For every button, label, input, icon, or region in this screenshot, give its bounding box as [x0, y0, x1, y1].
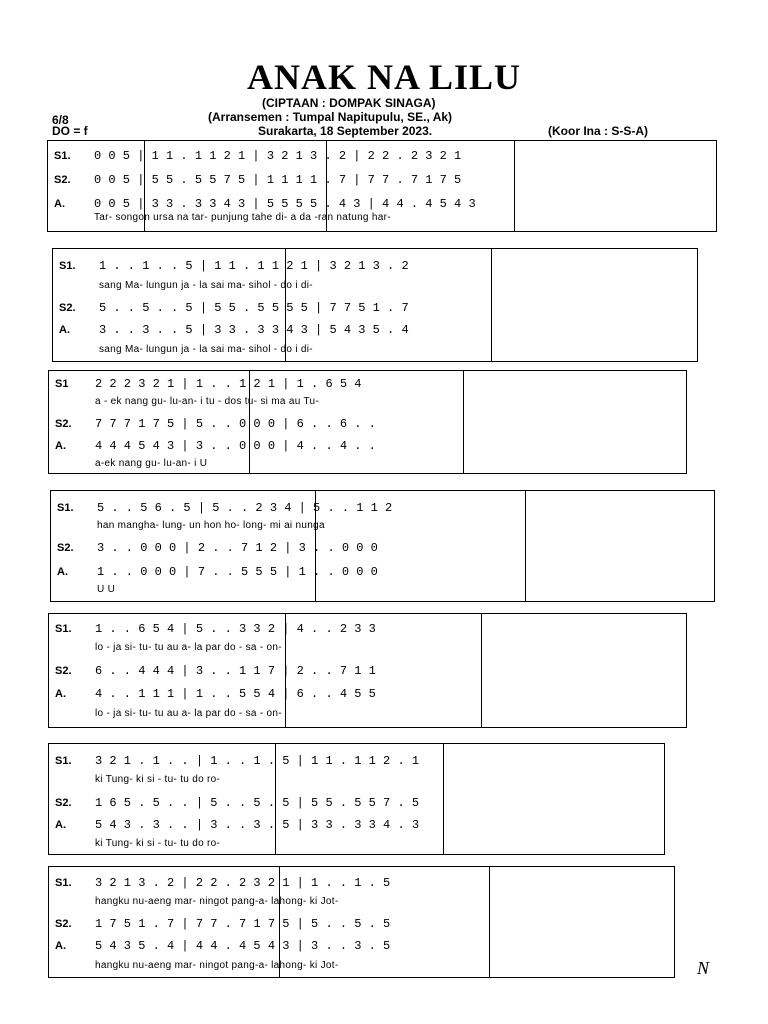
voice-row-alto: A. 3 . . 3 . . 5 | 3 3 . 3 3 4 3 | 5 4 3 5 . 4	[59, 323, 409, 337]
place-date: Surakarta, 18 September 2023.	[258, 124, 433, 138]
lyrics-line: Tar- songon ursa na tar- punjung tahe di- a da -ran natung har-	[94, 212, 391, 223]
voice-row-alto: A. 1 . . 0 0 0 | 7 . . 5 5 5 | 1 . . 0 0 0	[57, 565, 378, 579]
voice-row-s1: S1. 1 . . 6 5 4 | 5 . . 3 3 2 | 4 . . 2 3 3	[55, 622, 376, 636]
voice-row-alto: A. 4 . . 1 1 1 | 1 . . 5 5 4 | 6 . . 4 5 5	[55, 687, 376, 701]
voice-row-s1: S1. 3 2 1 . 1 . . | 1 . . 1 . 5 | 1 1 . 1 1 2 . 1	[55, 754, 420, 768]
voice-row-alto: A. 5 4 3 . 3 . . | 3 . . 3 . 5 | 3 3 . 3 3 4 . 3	[55, 818, 420, 832]
lyrics-line: ki Tung- ki si - tu- tu do ro-	[95, 838, 221, 849]
score-system-1	[47, 140, 717, 232]
voice-row-alto: A. 4 4 4 5 4 3 | 3 . . 0 0 0 | 4 . . 4 . .	[55, 439, 376, 453]
arranger-credit: (Arransemen : Tumpal Napitupulu, SE., Ak)	[208, 110, 453, 124]
lyrics-line: U U	[97, 584, 116, 595]
score-system-5	[48, 613, 687, 728]
voice-row-s2: S2. 6 . . 4 4 4 | 3 . . 1 1 7 | 2 . . 7 1 1	[55, 664, 376, 678]
composer-credit: (CIPTAAN : DOMPAK SINAGA)	[262, 96, 436, 110]
lyrics-line: han mangha- lung- un hon ho- long- mi ai nunga	[97, 520, 325, 531]
time-signature: 6/8	[52, 113, 69, 127]
key-signature: DO = f	[52, 124, 88, 138]
lyrics-line: ki Tung- ki si - tu- tu do ro-	[95, 774, 221, 785]
lyrics-line: sang Ma- lungun ja - la sai ma- sihol - do i di-	[99, 344, 313, 355]
score-system-7	[48, 866, 675, 978]
voice-row-s1: S1 2 2 2 3 2 1 | 1 . . 1 2 1 | 1 . 6 5 4	[55, 377, 362, 391]
voice-row-s2: S2. 5 . . 5 . . 5 | 5 5 . 5 5 5 5 | 7 7 5 1 . 7	[59, 301, 409, 315]
voice-row-alto: A. 0 0 5 | 3 3 . 3 3 4 3 | 5 5 5 5 . 4 3 | 4 4 . 4 5 4 3	[54, 197, 476, 211]
score-system-4	[50, 490, 715, 602]
voice-row-s2: S2. 1 6 5 . 5 . . | 5 . . 5 . 5 | 5 5 . 5 5 7 . 5	[55, 796, 420, 810]
score-system-6	[48, 743, 665, 855]
score-system-3	[48, 370, 687, 474]
lyrics-line: lo - ja si- tu- tu au a- la par do - sa - on-	[95, 642, 282, 653]
lyrics-line: a - ek nang gu- lu-an- i tu - dos tu- si ma au Tu-	[95, 396, 319, 407]
voice-row-s1: S1. 3 2 1 3 . 2 | 2 2 . 2 3 2 1 | 1 . . 1 . 5	[55, 876, 391, 890]
lyrics-line: a-ek nang gu- lu-an- i U	[95, 458, 208, 469]
voice-row-s2: S2. 3 . . 0 0 0 | 2 . . 7 1 2 | 3 . . 0 0 0	[57, 541, 378, 555]
lyrics-line: lo - ja si- tu- tu au a- la par do - sa - on-	[95, 708, 282, 719]
score-system-2	[52, 248, 698, 362]
voice-row-alto: A. 5 4 3 5 . 4 | 4 4 . 4 5 4 3 | 3 . . 3 . 5	[55, 939, 391, 953]
handwritten-signature: N	[697, 958, 710, 978]
choir-type: (Koor Ina : S-S-A)	[548, 124, 648, 138]
voice-row-s1: S1. 5 . . 5 6 . 5 | 5 . . 2 3 4 | 5 . . 1 1 2	[57, 501, 393, 515]
voice-row-s2: S2. 7 7 7 1 7 5 | 5 . . 0 0 0 | 6 . . 6 . .	[55, 417, 376, 431]
voice-row-s1: S1. 0 0 5 | 1 1 . 1 1 2 1 | 3 2 1 3 . 2 | 2 2 . 2 3 2 1	[54, 149, 462, 163]
voice-row-s2: S2. 1 7 5 1 . 7 | 7 7 . 7 1 7 5 | 5 . . 5 . 5	[55, 917, 391, 931]
song-title: ANAK NA LILU	[246, 57, 522, 97]
voice-row-s2: S2. 0 0 5 | 5 5 . 5 5 7 5 | 1 1 1 1 . 7 | 7 7 . 7 1 7 5	[54, 173, 462, 187]
lyrics-line: hangku nu-aeng mar- ningot pang-a- lahong- ki Jot-	[95, 896, 339, 907]
lyrics-line: sang Ma- lungun ja - la sai ma- sihol - do i di-	[99, 280, 313, 291]
lyrics-line: hangku nu-aeng mar- ningot pang-a- lahong- ki Jot-	[95, 960, 339, 971]
voice-row-s1: S1. 1 . . 1 . . 5 | 1 1 . 1 1 2 1 | 3 2 1 3 . 2	[59, 259, 409, 273]
